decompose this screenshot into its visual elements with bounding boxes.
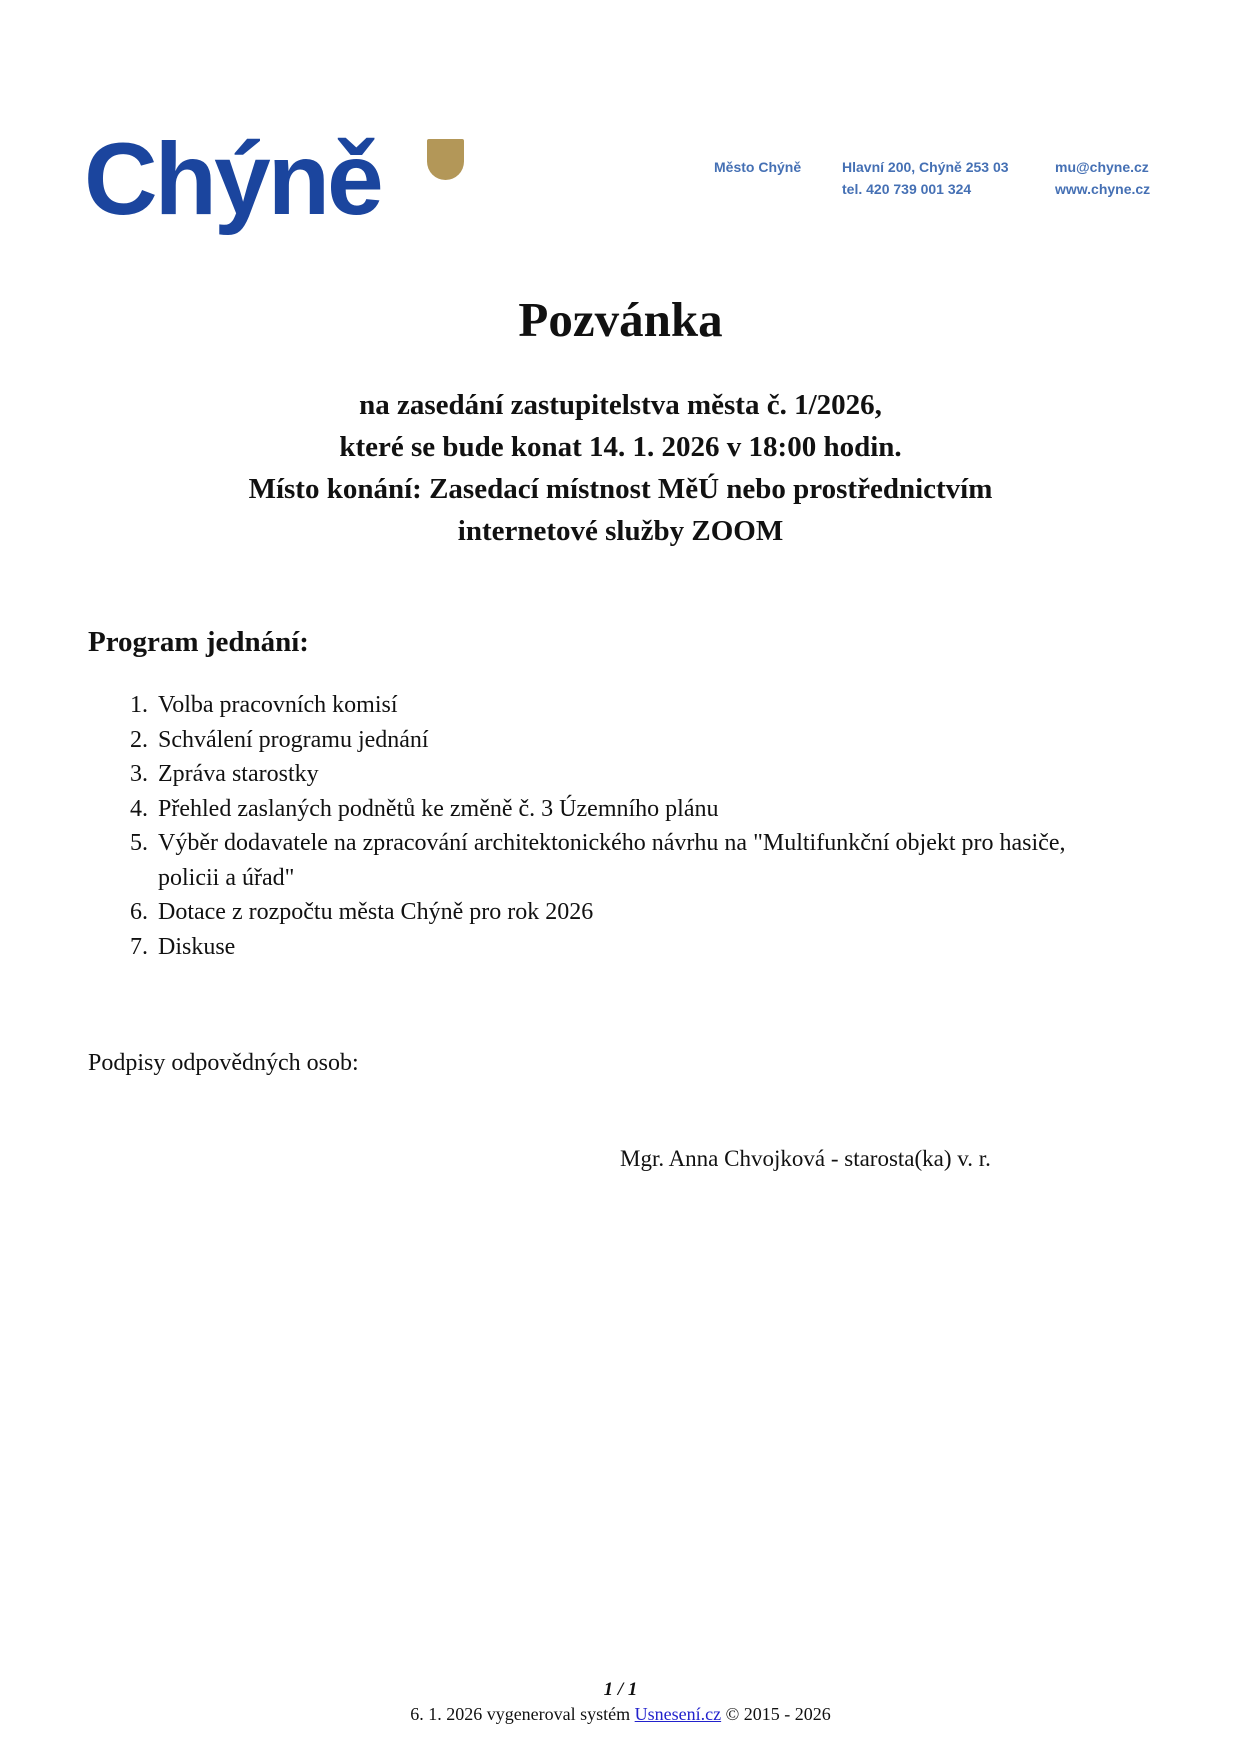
- agenda-item: 1. Volba pracovních komisí: [154, 688, 1106, 723]
- municipality-logo: [84, 122, 381, 236]
- document-subtitle: [0, 384, 1241, 552]
- agenda-heading: Program jednání:: [88, 626, 309, 658]
- signatures-label: Podpisy odpovědných osob:: [88, 1050, 359, 1076]
- page-number: 1 / 1: [603, 1679, 638, 1700]
- phone-line: tel. 420 739 001 324: [842, 181, 972, 197]
- signer-name: Mgr. Anna Chvojková - starosta(ka) v. r.: [620, 1146, 991, 1171]
- usneseni-link[interactable]: Usnesení.cz: [634, 1704, 722, 1724]
- agenda-item: 4. Přehled zaslaných podnětů ke změně č. 3 Územního plánu: [154, 792, 1106, 827]
- web-line: www.chyne.cz: [1055, 181, 1151, 197]
- letterhead-web-block: [1055, 156, 1150, 200]
- footer-generated-suffix: © 2015 - 2026: [725, 1704, 831, 1724]
- footer-generated-prefix: 6. 1. 2026 vygeneroval systém: [410, 1704, 631, 1724]
- municipality-name: Město Chýně: [714, 159, 802, 175]
- agenda-item: 5. Výběr dodavatele na zpracování architektonického návrhu na "Multifunkční objekt pro hasiče, policii a úřad": [154, 826, 1106, 895]
- email-line: mu@chyne.cz: [1055, 159, 1149, 175]
- agenda-list: [88, 688, 1106, 964]
- subtitle-line: internetové služby ZOOM: [457, 515, 784, 547]
- subtitle-line: na zasedání zastupitelstva města č. 1/2026,: [359, 389, 882, 421]
- agenda-item: 7. Diskuse: [154, 930, 1106, 965]
- subtitle-line: Místo konání: Zasedací místnost MěÚ nebo prostřednictvím: [248, 473, 993, 505]
- subtitle-line: které se bude konat 14. 1. 2026 v 18:00 hodin.: [339, 431, 902, 463]
- logo-gold-shield-icon: [427, 139, 464, 180]
- page-title: Pozvánka: [518, 292, 723, 347]
- footer-generated-line: [0, 1704, 1241, 1725]
- logo-wordmark: Chýně: [84, 122, 381, 236]
- agenda-item: 6. Dotace z rozpočtu města Chýně pro rok 2026: [154, 895, 1106, 930]
- address-line: Hlavní 200, Chýně 253 03: [842, 159, 1009, 175]
- agenda-item: 3. Zpráva starostky: [154, 757, 1106, 792]
- letterhead-municipality: [714, 156, 801, 178]
- agenda-item: 2. Schválení programu jednání: [154, 723, 1106, 758]
- letterhead-address-block: [842, 156, 1009, 200]
